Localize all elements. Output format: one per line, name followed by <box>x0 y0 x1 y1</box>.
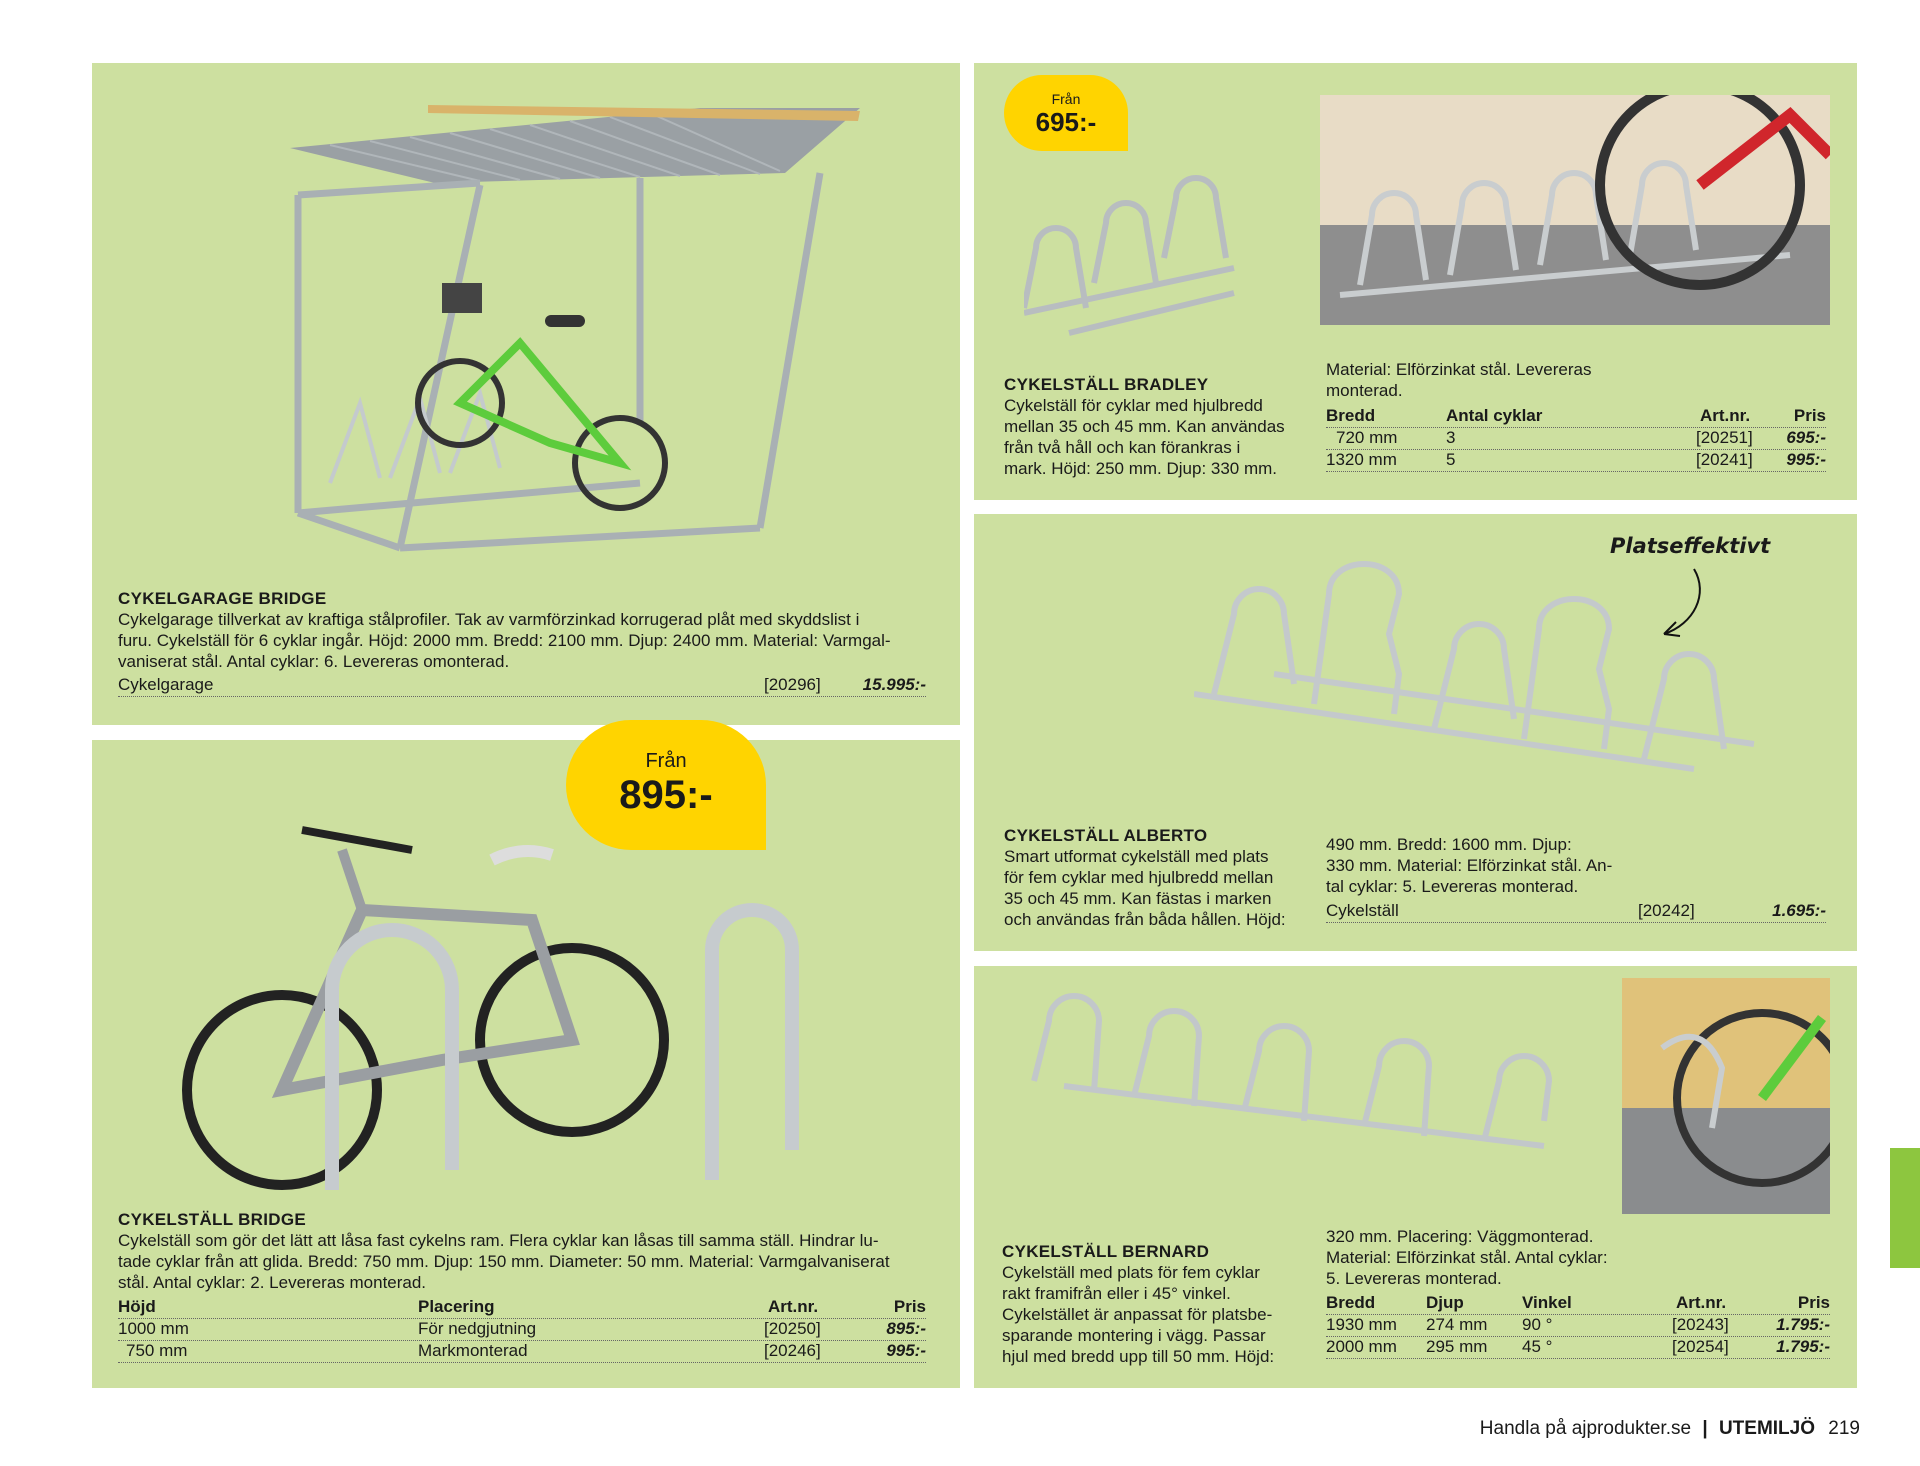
product-panel-bridge <box>92 740 960 1388</box>
table-header: Höjd Placering Art.nr. Pris <box>118 1296 926 1319</box>
product-panel-alberto <box>974 514 1857 951</box>
price-row <box>1326 900 1826 923</box>
page-footer <box>1480 1418 1860 1440</box>
product-name: Cykelgarage <box>118 675 214 694</box>
price: 15.995:- <box>862 675 926 694</box>
price: 1.695:- <box>1772 901 1826 920</box>
product-panel-bradley <box>974 63 1857 500</box>
product-description: Cykelställ som gör det lätt att låsa fast cykelns ram. Flera cyklar kan låsas till samma ställ. Hindrar lu- tade cyklar från att glida. Bredd: 750 mm. Djup: 150 mm. Diameter: 50 mm. Material: Varmgalvaniserat stål. Antal cyklar: 2. Levereras monterad. <box>118 1231 890 1292</box>
page-number: 219 <box>1828 1418 1860 1439</box>
product-title: CYKELSTÄLL BRIDGE <box>118 1210 307 1229</box>
product-title: CYKELGARAGE BRIDGE <box>118 589 327 608</box>
bike-rack-bradley-photo <box>1320 95 1830 325</box>
table-header: Bredd Djup Vinkel Art.nr. Pris <box>1326 1292 1830 1315</box>
product-name: Cykelställ <box>1326 901 1399 920</box>
product-description: Smart utformat cykelställ med plats för fem cyklar med hjulbredd mellan 35 och 45 mm. Kan fästas i marken och användas från båda hållen. Höjd: <box>1004 847 1286 929</box>
product-description-cont: 490 mm. Bredd: 1600 mm. Djup: 330 mm. Material: Elförzinkat stål. An- tal cyklar: 5. Levereras monterad. <box>1326 835 1613 896</box>
footer-shop-link[interactable]: Handla på ajprodukter.se <box>1479 1418 1692 1439</box>
article-number: [20242] <box>1638 901 1695 920</box>
table-row: 1320 mm 5 [20241] 995:- <box>1326 449 1826 472</box>
table-row: 1930 mm 274 mm 90 ° [20243] 1.795:- <box>1326 1314 1830 1337</box>
price-badge: Från 895:- <box>566 720 766 850</box>
product-panel-garage <box>92 63 960 725</box>
product-description-cont: Material: Elförzinkat stål. Levereras monterad. <box>1326 360 1592 400</box>
bike-rack-bernard-image <box>1024 986 1564 1186</box>
table-header: Bredd Antal cyklar Art.nr. Pris <box>1326 405 1826 428</box>
product-description: Cykelställ för cyklar med hjulbredd mellan 35 och 45 mm. Kan användas från två håll och kan förankras i mark. Höjd: 250 mm. Djup: 330 mm. <box>1004 396 1285 478</box>
article-number: [20296] <box>764 675 821 694</box>
callout-label: Platseffektivt <box>1610 534 1771 558</box>
product-title: CYKELSTÄLL ALBERTO <box>1004 826 1208 845</box>
product-description: Cykelställ med plats för fem cyklar rakt framifrån eller i 45° vinkel. Cykelstället är anpassat för platsbe- sparande montering i vägg. Passar hjul med bredd upp till 50 mm. Höjd: <box>1002 1263 1275 1366</box>
callout-arrow-icon <box>1654 564 1714 644</box>
table-row: 720 mm 3 [20251] 695:- <box>1326 427 1826 450</box>
table-row: 750 mm Markmonterad [20246] 995:- <box>118 1340 926 1363</box>
price-badge: Från 695:- <box>1004 75 1128 151</box>
footer-separator: | <box>1702 1418 1708 1439</box>
bike-rack-bernard-photo <box>1622 978 1830 1214</box>
price-row <box>118 674 926 697</box>
table-row: 2000 mm 295 mm 45 ° [20254] 1.795:- <box>1326 1336 1830 1359</box>
product-panel-bernard <box>974 966 1857 1388</box>
product-title: CYKELSTÄLL BRADLEY <box>1004 375 1209 394</box>
bike-garage-image <box>180 83 880 583</box>
footer-section: UTEMILJÖ <box>1718 1418 1816 1439</box>
table-row: 1000 mm För nedgjutning [20250] 895:- <box>118 1318 926 1341</box>
bike-rack-bridge-image <box>152 770 872 1210</box>
section-side-tab <box>1890 1148 1920 1268</box>
product-description-cont: 320 mm. Placering: Väggmonterad. Material: Elförzinkat stål. Antal cyklar: 5. Levereras monterad. <box>1326 1227 1608 1288</box>
product-title: CYKELSTÄLL BERNARD <box>1002 1242 1210 1261</box>
product-description: Cykelgarage tillverkat av kraftiga stålprofiler. Tak av varmförzinkad korrugerad plåt med skyddslist i furu. Cykelställ för 6 cyklar ingår. Höjd: 2000 mm. Bredd: 2100 mm. Djup: 2400 mm. Material: Varmgal- vaniserat stål. Antal cyklar: 6. Levereras omonterad. <box>118 610 891 671</box>
bike-rack-bradley-image <box>1024 133 1244 343</box>
